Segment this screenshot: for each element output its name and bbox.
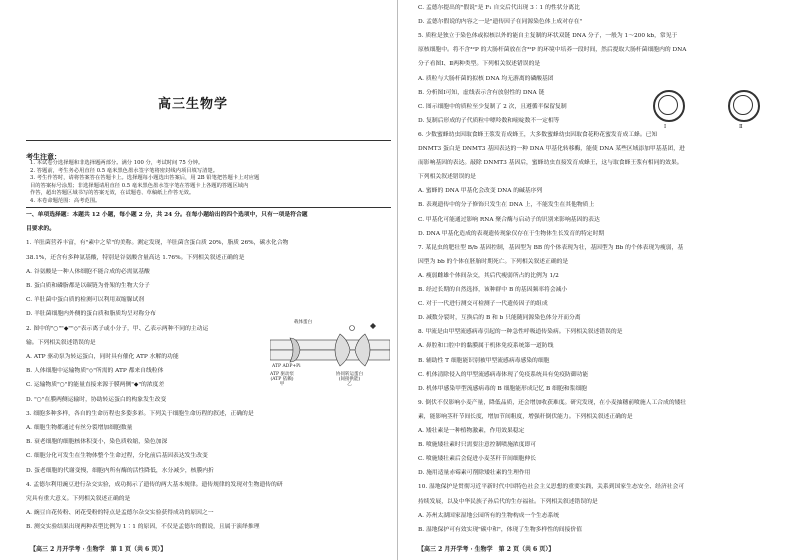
text-line: B. 测交实验结果出现两种表型比例为 1∶1 的原因，不仅是孟德尔的假说，且属于演绎推理 (26, 524, 260, 531)
text-line: D. DNA 甲基化造成的表观遗传现象仅存在于生物体生长发育的特定时期 (418, 230, 605, 237)
label-atp: ATP ADP+Pi (272, 364, 301, 369)
exam-title: 高三生物学 (158, 97, 229, 112)
text-line: 持续发展，以及中华民族子孙后代的生存福祉。下列相关叙述错误的是 (418, 498, 598, 505)
transport-diagram (270, 320, 390, 390)
text-line: A. 质粒与大肠杆菌的拟核 DNA 均无游离的磷酸基团 (418, 75, 554, 82)
text-line: 目要求的。 (26, 226, 55, 233)
text-line: DNMT3 蛋白是 DNMT3 基因表达的一种 DNA 甲基化转移酶，能使 DNA 某些区域添加甲基基团，进 (418, 146, 685, 152)
label-pump: ATP 驱动泵 (ATP 依赖) 甲 (270, 372, 294, 387)
text-line: D. 施用适量赤霉素可削除矮壮素的生理作用 (418, 470, 531, 477)
text-line: 下列相关叙述错误的是 (418, 174, 476, 181)
text-line: 3. 考生作答时，请将答案答在答题卡上。选择题每小题选出答案后，用 2B 铅笔把答题卡上对应题 (30, 175, 260, 181)
text-line: A. 豌豆自花传粉、闭花受粉的特点是孟德尔杂交实验获得成功的原因之一 (26, 510, 214, 517)
text-line: C. 甲基化可能通过影响 RNA 聚合酶与启动子的识别来影响基因的表达 (418, 216, 600, 223)
text-line: 素，能影响茎秆节间长度，增加节间粗度，增强秆倒伏能力。下列相关叙述正确的是 (418, 413, 633, 420)
text-line: 原核细胞中。将不含³²P 的大肠杆菌放在含³²P 的环境中培养一段时间，然后提取大肠杆菌细胞内的 DNA (418, 47, 687, 54)
text-line: A. 矮壮素是一种植物激素，作用效果稳定 (418, 428, 525, 434)
divider (26, 207, 391, 208)
text-line: 4. 本卷命题范围：高考范围。 (30, 197, 101, 204)
text-line: C. 机体清除侵入的甲型流感病毒体现了免疫系统具有免疫防御功能 (418, 371, 589, 378)
text-line: C. 细胞分化可发生在生物体整个生命过程，分化前后基因表达发生改变 (26, 453, 208, 460)
page-2 (397, 0, 794, 560)
text-line: A. 苏州太湖国家湿地公园所有的生物构成一个生态系统 (418, 512, 560, 519)
text-line: 3. 细胞多种多样，各自的生命历程也多姿多彩。下列关于细胞生命历程的叙述，正确的是 (26, 410, 254, 417)
text-line: 10. 湿地保护是贯彻习近平新时代中国特色社会主义思想的重要实践，关系到国家生态安全、经济社会可 (418, 484, 685, 491)
text-line: 而影响基因的表达。敲除 DNMT3 基因后，蜜蜂幼虫直接发育成蜂王，这与取食蜂王浆有相同的效果。 (418, 160, 683, 167)
text-line: 分子看图Ⅰ、Ⅱ两种类型。下列相关叙述错误的是 (418, 61, 541, 68)
text-line: 输。下列相关叙述错误的是 (26, 339, 96, 346)
text-line: 因型为 bb 的个体在胚胎时期死亡。下列相关叙述正确的是 (418, 258, 569, 265)
text-line: D. "○"在膜两侧运输时，协助转运蛋白的构象发生改变 (26, 396, 167, 403)
text-line: B. 湿地保护可有效实现"碳中和"，体现了生物多样性的间接价值 (418, 526, 582, 533)
text-line: 作答，超出答题区域书写的答案无效，在试题卷、草稿纸上作答无效。 (30, 190, 195, 196)
text-line: B. 表观遗传中的分子修饰只发生在 DNA 上，不能发生在其他物质上 (418, 202, 595, 209)
text-line: A. ATP 驱动泵为转运蛋白，同时具有催化 ATP 水解的功能 (26, 354, 179, 360)
text-line: C. 喷施矮壮素后会促进小麦茎秆节间细胞伸长 (418, 456, 537, 463)
text-line: 究具有重大意义。下列相关叙述正确的是 (26, 496, 131, 502)
text-line: 9. 倒伏不仅影响小麦产量，降低品质，还会增加收获难度。研究发现，在小麦抽穗前喷施人工合成的矮壮 (418, 399, 687, 406)
text-line: D. 孟德尔假说的内容之一是"遗传因子在同源染色体上成对存在" (418, 19, 583, 26)
text-line: D. 减数分裂时，互换后的 B 和 b 只能随同源染色体分开而分离 (418, 315, 581, 322)
text-line: A. 蜜蜂的 DNA 甲基化会改变 DNA 的碱基序列 (418, 188, 543, 195)
text-line: D. 机体甲感染甲型流感病毒的 B 细胞能形成记忆 B 细胞和浆细胞 (418, 385, 587, 392)
text-line: C. 运输物质"○"的能量直接来源于膜两侧"◆"的浓度差 (26, 382, 165, 389)
plasmid-circle-ii (728, 90, 760, 122)
divider (26, 140, 391, 141)
text-line: 1. 羊肚菌营养丰富，有"素中之荤"的美称。测定发现，羊肚菌含蛋白质 20%，脂质 26%，碳水化合物 (26, 240, 289, 247)
text-line: 1. 本试卷分选择题和非选择题两部分。满分 100 分，考试时间 75 分钟。 (30, 160, 204, 166)
text-line: 2. 图中的"○""◆""◇"表示离子或小分子，甲、乙表示两种不同的主动运 (26, 325, 209, 332)
text-line: C. 图示细胞中的质粒至少复制了 2 次，且遵循半保留复制 (418, 103, 567, 110)
text-line: 目的答案标号涂黑；非选择题请用直径 0.5 毫米黑色墨水签字笔在答题卡上各题的答题区域内 (30, 182, 249, 189)
text-line: 5. 质粒是独立于染色体或拟核以外的能自主复制的环状双链 DNA 分子，一般为 1～200 kb，常见于 (418, 33, 678, 40)
text-line: C. 孟德尔提出的"假说"是 F₁ 自交后代出现 3∶1 的性状分离比 (418, 5, 580, 11)
circle-label-ii: Ⅱ (739, 124, 743, 130)
text-line: B. 经过长期的自然选择，该种群中 B 的基因频率将会减小 (418, 287, 568, 293)
text-line: A. 瘦弱雌雄个体间杂交，其后代瘦弱所占的比例为 1/2 (418, 272, 559, 279)
text-line: B. 蛋白质和磷脂都是以碳链为骨架的生物大分子 (26, 283, 150, 289)
text-line: D. 羊肚菌细胞内外侧的蛋白质和脂质均呈对称分布 (26, 311, 156, 318)
text-line: B. 喷施矮壮素时只需要注意控制喷施浓度即可 (418, 442, 537, 449)
plasmid-circle-i (653, 90, 685, 122)
text-line: 38.1%，还含有多种氨基酸，特别是谷氨酸含量高达 1.76%。下列相关叙述正确的是 (26, 254, 245, 261)
text-line: B. 衰老细胞的细胞核体积变小，染色质收缩，染色加深 (26, 439, 168, 446)
footer-page-1: 【高三 2 月开学考 · 生物学 第 1 页（共 6 页）】 (30, 546, 167, 553)
text-line: 7. 某昆虫的肥壮型 B/b 基因控制，基因型为 BB 的个体表现为壮，基因型为 Bb 的个体表现为瘦弱，基 (418, 244, 684, 251)
text-line: D. 蛋老细胞的代谢变慢，细胞内所有酶的活性降低，水分减少，核膜内折 (26, 467, 214, 474)
circle-label-i: Ⅰ (664, 124, 667, 130)
text-line: C. 羊肚菌中蛋白质的检测可以利用双缩脲试剂 (26, 297, 145, 304)
text-line: 4. 孟德尔利用豌豆进行杂交实验，成功揭示了遗传的两大基本规律。遗传规律的发现对生物遗传的研 (26, 481, 283, 488)
text-line: B. 辅助性 T 细胞能识别被甲型流感病毒感染的细胞 (418, 357, 550, 364)
text-line: B. 分析图Ⅰ可知，虚线表示含有放射性的 DNA 链 (418, 89, 545, 96)
label-carrier: 载体蛋白 (294, 320, 312, 325)
text-line: 2. 答题前，考生务必用直径 0.5 毫米黑色墨水签字笔将密封线内项目填写清楚。 (30, 167, 219, 174)
text-line: 一、单项选择题：本题共 12 小题，每小题 2 分，共 24 分。在每小题给出的四个选项中，只有一项是符合题 (26, 212, 308, 218)
text-line: A. 鼻腔和口腔中的黏膜属于机体免疫系统第一道防线 (418, 343, 554, 350)
text-line: D. 复制后形成的子代质粒中嘌呤数和嘧啶数不一定相等 (418, 117, 560, 124)
text-line: C. 对于一代进行测交可检测子一代遗传因子的组成 (418, 301, 548, 308)
notice-heading: 考生注意： (26, 152, 61, 161)
footer-page-2: 【高三 2 月开学考 · 生物学 第 2 页（共 6 页）】 (418, 546, 555, 553)
text-line: A. 细胞生物都通过有丝分裂增加细胞数量 (26, 425, 133, 431)
text-line: 8. 甲流是由甲型流感病毒引起的一种急性呼吸道传染病。下列相关叙述错误的是 (418, 329, 623, 336)
text-line: B. 人体细胞中运输物质"◇"所需的 ATP 都来自线粒体 (26, 368, 164, 375)
text-line: 6. 少数蜜蜂幼虫因取食蜂王浆发育成蜂王，大多数蜜蜂幼虫因取食花粉花蜜发育成工蜂。已知 (418, 131, 658, 138)
text-line: A. 谷氨酸是一种人体细胞不能合成的必需氨基酸 (26, 268, 150, 275)
label-cotransporter: 协同转运蛋白 (间接供能) 乙 (336, 372, 363, 387)
